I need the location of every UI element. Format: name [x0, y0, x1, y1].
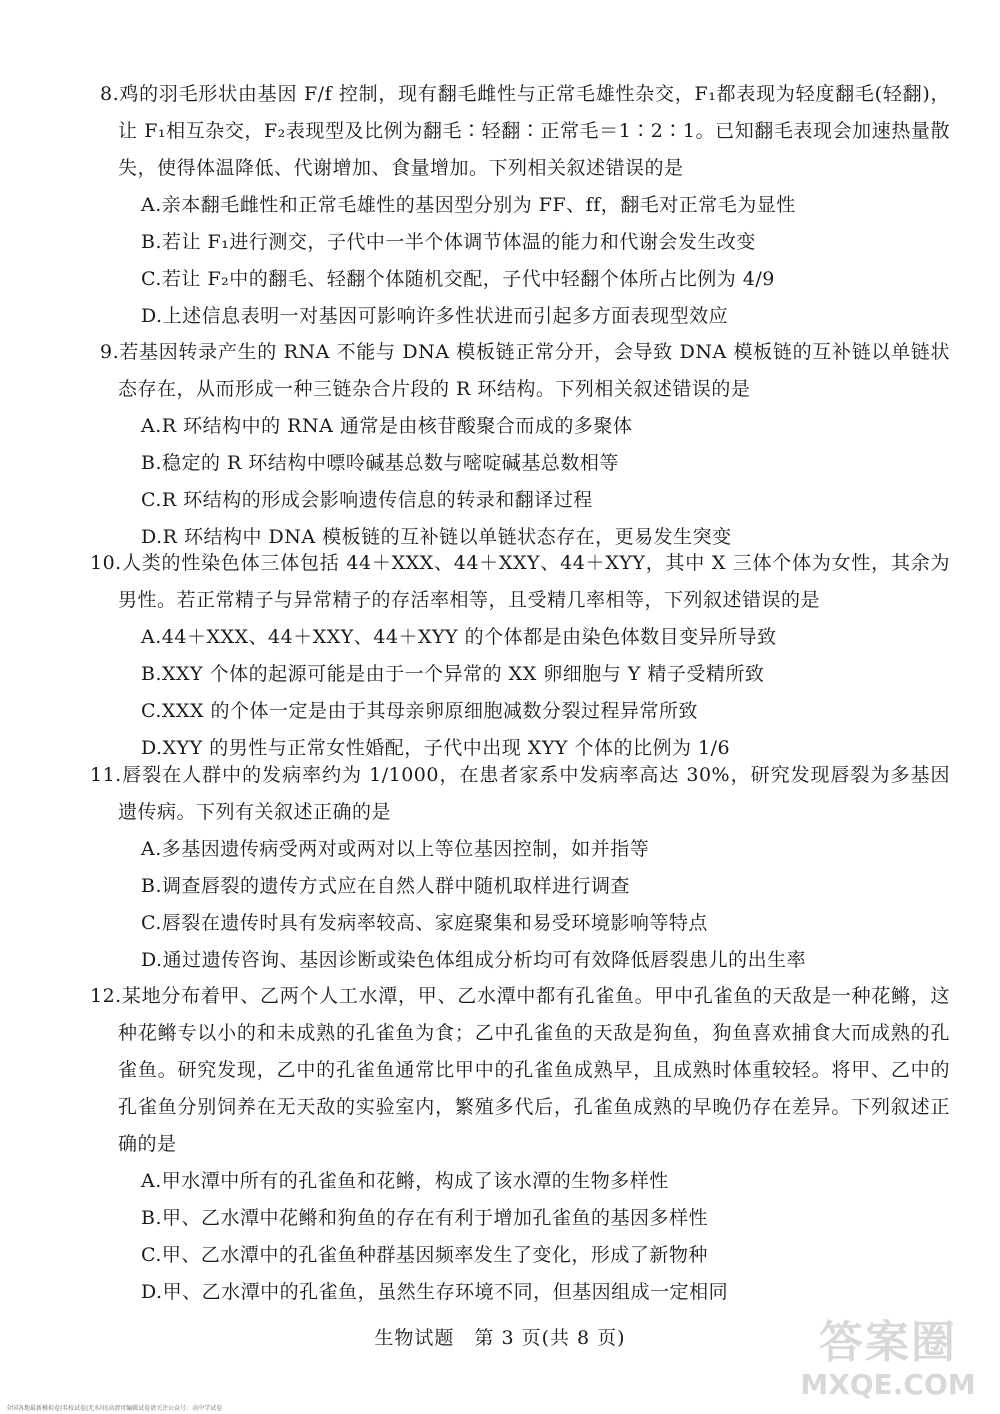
- option-c: C.R 环结构的形成会影响遗传信息的转录和翻译过程: [141, 489, 593, 511]
- page-footer: 生物试题 第 3 页(共 8 页): [374, 1327, 626, 1349]
- question-12: [0, 978, 1000, 1311]
- watermark-top: 答案圈: [819, 1317, 957, 1368]
- question-stem: 12.某地分布着甲、乙两个人工水潭，甲、乙水潭中都有孔雀鱼。甲中孔雀鱼的天敌是一种花鳉，这种花鳉专以小的和未成熟的孔雀鱼为食；乙中孔雀鱼的天敌是狗鱼，狗鱼喜欢捕食大而成熟的孔雀鱼。研究发现，乙中的孔雀鱼通常比甲中的孔雀鱼成熟早，且成熟时体重较轻。将甲、乙中的孔雀鱼分别饲养在无天敌的实验室内，繁殖多代后，孔雀鱼成熟的早晚仍存在差异。下列叙述正确的是: [90, 985, 950, 1155]
- question-stem: 9.若基因转录产生的 RNA 不能与 DNA 模板链正常分开，会导致 DNA 模板链的互补链以单链状态存在，从而形成一种三链杂合片段的 R 环结构。下列相关叙述错误的是: [100, 341, 950, 400]
- question-stem: 11.唇裂在人群中的发病率约为 1/1000，在患者家系中发病率高达 30%，研究发现唇裂为多基因遗传病。下列有关叙述正确的是: [90, 764, 950, 823]
- option-c: C.唇裂在遗传时具有发病率较高、家庭聚集和易受环境影响等特点: [141, 912, 708, 934]
- option-b: B.稳定的 R 环结构中嘌呤碱基总数与嘧啶碱基总数相等: [141, 452, 619, 474]
- option-b: B.甲、乙水潭中花鳉和狗鱼的存在有利于增加孔雀鱼的基因多样性: [141, 1207, 709, 1229]
- option-d: D.上述信息表明一对基因可影响许多性状进而引起多方面表现型效应: [141, 305, 729, 327]
- option-d: D.通过遗传咨询、基因诊断或染色体组成分析均可有效降低唇裂患儿的出生率: [141, 949, 807, 971]
- option-c: C.XXX 的个体一定是由于其母亲卵原细胞减数分裂过程异常所致: [141, 700, 699, 722]
- option-d: D.甲、乙水潭中的孔雀鱼，虽然生存环境不同，但基因组成一定相同: [141, 1281, 729, 1303]
- question-11: [0, 757, 1000, 979]
- fine-print: 全国各地最新模拟卷|名校试卷|无水印|高清可编辑试卷请关注公众号：高中学试卷: [6, 1405, 223, 1412]
- option-d: D.XYY 的男性与正常女性婚配，子代中出现 XYY 个体的比例为 1/6: [141, 737, 731, 759]
- option-a: A.甲水潭中所有的孔雀鱼和花鳉，构成了该水潭的生物多样性: [141, 1170, 669, 1192]
- option-b: B.调查唇裂的遗传方式应在自然人群中随机取样进行调查: [141, 875, 631, 897]
- option-d: D.R 环结构中 DNA 模板链的互补链以单链状态存在，更易发生突变: [141, 526, 732, 548]
- watermark-logo: [798, 1318, 978, 1408]
- question-stem: 8.鸡的羽毛形状由基因 F/f 控制，现有翻毛雌性与正常毛雄性杂交，F₁都表现为轻度翻毛(轻翻)，让 F₁相互杂交，F₂表现型及比例为翻毛∶轻翻∶正常毛＝1∶2∶1。已知翻毛表现会加速热量散失，使得体温降低、代谢增加、食量增加。下列相关叙述错误的是: [100, 83, 950, 179]
- question-8: [0, 76, 1000, 335]
- option-b: B.若让 F₁进行测交，子代中一半个体调节体温的能力和代谢会发生改变: [141, 231, 756, 253]
- option-b: B.XXY 个体的起源可能是由于一个异常的 XX 卵细胞与 Y 精子受精所致: [141, 663, 765, 685]
- watermark-bottom: MXQE.COM: [800, 1368, 976, 1401]
- question-stem: 10.人类的性染色体三体包括 44＋XXX、44＋XXY、44＋XYY，其中 X 三体个体为女性，其余为男性。若正常精子与异常精子的存活率相等，且受精几率相等，下列叙述错误的是: [90, 552, 950, 611]
- question-10: [0, 545, 1000, 767]
- option-a: A.亲本翻毛雌性和正常毛雄性的基因型分别为 FF、ff，翻毛对正常毛为显性: [141, 194, 796, 216]
- option-a: A.多基因遗传病受两对或两对以上等位基因控制，如并指等: [141, 838, 650, 860]
- option-a: A.R 环结构中的 RNA 通常是由核苷酸聚合而成的多聚体: [141, 415, 633, 437]
- option-c: C.甲、乙水潭中的孔雀鱼种群基因频率发生了变化，形成了新物种: [141, 1244, 708, 1266]
- option-c: C.若让 F₂中的翻毛、轻翻个体随机交配，子代中轻翻个体所占比例为 4/9: [141, 268, 775, 290]
- option-a: A.44＋XXX、44＋XXY、44＋XYY 的个体都是由染色体数目变异所导致: [141, 626, 777, 648]
- question-9: [0, 334, 1000, 556]
